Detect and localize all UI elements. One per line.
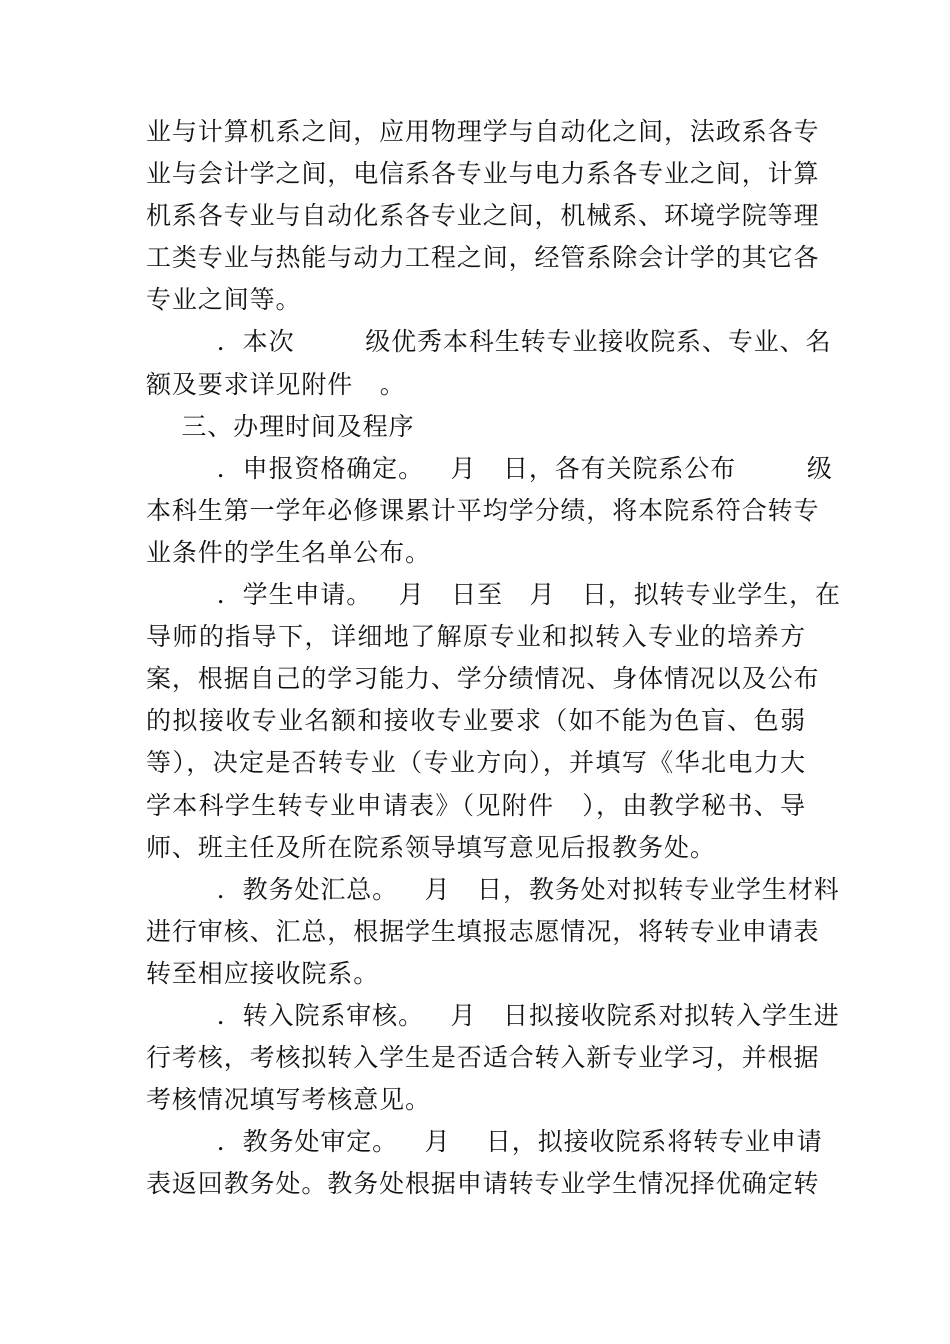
- text-line: 业与会计学之间，电信系各专业与电力系各专业之间，计算: [146, 159, 820, 189]
- text-line: 转至相应接收院系。: [146, 958, 380, 988]
- text-line: ．教务处汇总。 月 日，教务处对拟转专业学生材料: [146, 874, 840, 904]
- text-line: 进行审核、汇总，根据学生填报志愿情况，将转专业申请表: [146, 916, 820, 946]
- text-line: ．学生申请。 月 日至 月 日，拟转专业学生，在: [146, 580, 841, 610]
- text-line: 案，根据自己的学习能力、学分绩情况、身体情况以及公布: [146, 664, 820, 694]
- text-line: 表返回教务处。教务处根据申请转专业学生情况择优确定转: [146, 1169, 820, 1199]
- text-line: 专业之间等。: [146, 285, 302, 315]
- text-line: 行考核，考核拟转入学生是否适合转入新专业学习，并根据: [146, 1043, 820, 1073]
- text-line: 额及要求详见附件 。: [146, 369, 406, 399]
- section-heading: 三、办理时间及程序: [146, 411, 415, 441]
- text-line: 师、班主任及所在院系领导填写意见后报教务处。: [146, 832, 716, 862]
- text-line: 业与计算机系之间，应用物理学与自动化之间，法政系各专: [146, 117, 820, 146]
- text-line: 等），决定是否转专业（专业方向），并填写《华北电力大: [146, 748, 806, 778]
- text-line: 考核情况填写考核意见。: [146, 1085, 431, 1115]
- text-line: ．本次 级优秀本科生转专业接收院系、专业、名: [146, 327, 832, 357]
- text-line: 学本科学生转专业申请表》（见附件 ），由教学秘书、导: [146, 790, 806, 820]
- text-line: 机系各专业与自动化系各专业之间，机械系、环境学院等理: [146, 201, 820, 231]
- text-line: ．申报资格确定。 月 日，各有关院系公布 级: [146, 453, 833, 483]
- text-line: 的拟接收专业名额和接收专业要求（如不能为色盲、色弱: [146, 706, 806, 736]
- text-line: 业条件的学生名单公布。: [146, 537, 431, 567]
- text-line: 工类专业与热能与动力工程之间，经管系除会计学的其它各: [146, 243, 820, 273]
- document-body: [146, 111, 841, 1205]
- text-line: ．转入院系审核。 月 日拟接收院系对拟转入学生进: [146, 1000, 840, 1030]
- text-line: ．教务处审定。 月 日，拟接收院系将转专业申请: [146, 1127, 823, 1157]
- text-line: 导师的指导下，详细地了解原专业和拟转入专业的培养方: [146, 622, 806, 652]
- text-line: 本科生第一学年必修课累计平均学分绩，将本院系符合转专: [146, 495, 820, 525]
